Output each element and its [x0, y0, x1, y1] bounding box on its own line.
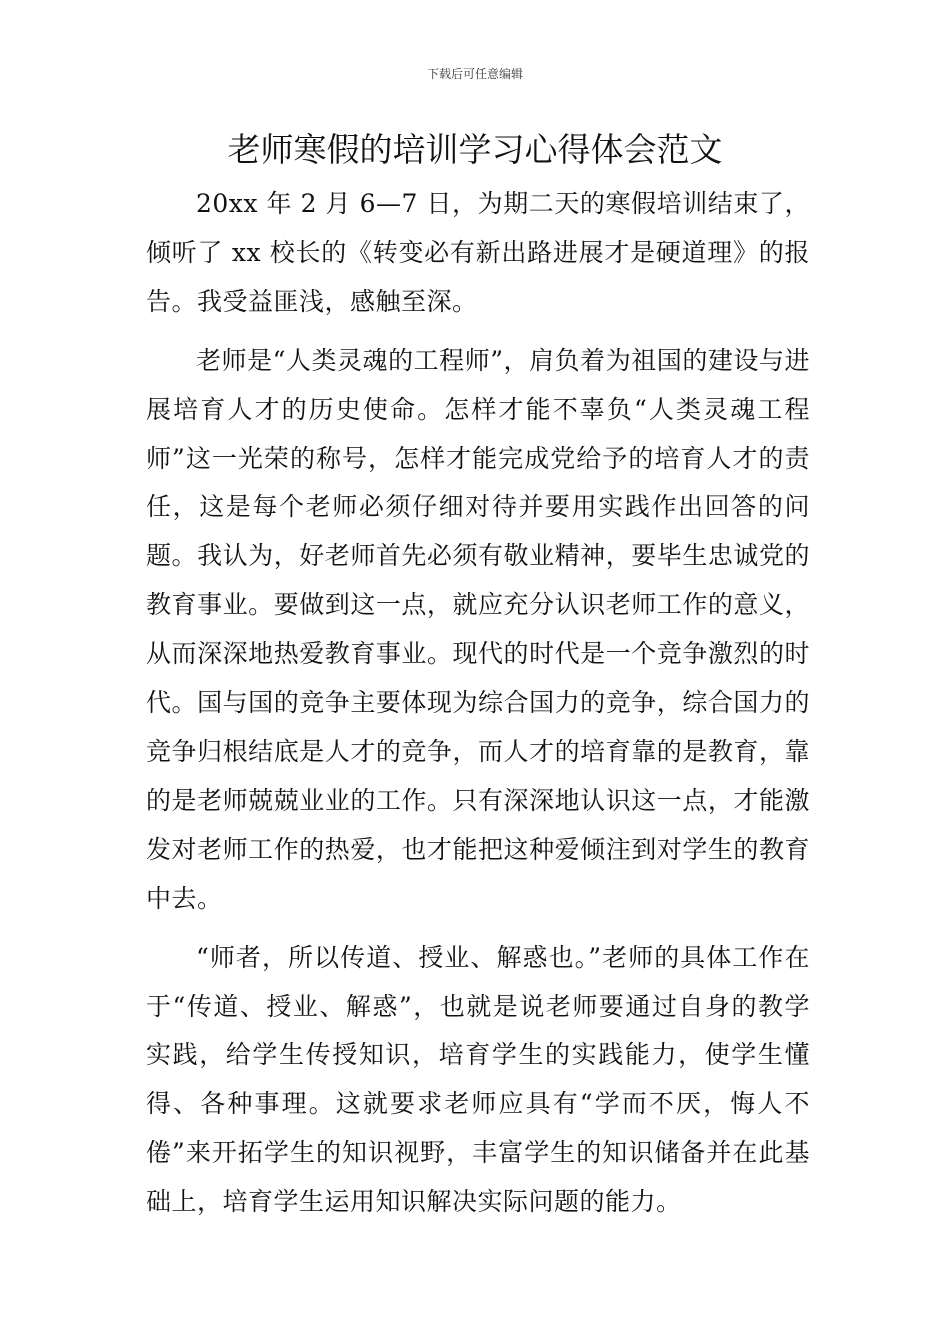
document-body: [146, 180, 810, 1237]
document-title: 老师寒假的培训学习心得体会范文: [227, 130, 723, 169]
paragraph-2: 老师是“人类灵魂的工程师”，肩负着为祖国的建设与进展培育人才的历史使命。怎样才能不辜负“人类灵魂工程师”这一光荣的称号，怎样才能完成党给予的培育人才的责任，这是每个老师必须仔细对待并要用实践作出回答的问题。我认为，好老师首先必须有敬业精神，要毕生忠诚党的教育事业。要做到这一点，就应充分认识老师工作的意义，从而深深地热爱教育事业。现代的时代是一个竞争激烈的时代。国与国的竞争主要体现为综合国力的竞争，综合国力的竞争归根结底是人才的竞争，而人才的培育靠的是教育，靠的是老师兢兢业业的工作。只有深深地认识这一点，才能激发对老师工作的热爱，也才能把这种爱倾注到对学生的教育中去。: [146, 345, 810, 913]
paragraph-3: “师者，所以传道、授业、解惑也。”老师的具体工作在于“传道、授业、解惑”，也就是说老师要通过自身的教学实践，给学生传授知识，培育学生的实践能力，使学生懂得、各种事理。这就要求老师应具有“学而不厌，悔人不倦”来开拓学生的知识视野，丰富学生的知识储备并在此基础上，培育学生运用知识解决实际问题的能力。: [146, 942, 810, 1217]
paragraph-1: 20xx 年 2 月 6—7 日，为期二天的寒假培训结束了，倾听了 xx 校长的《转变必有新出路进展才是硬道理》的报告。我受益匪浅，感触至深。: [146, 189, 810, 316]
header-note: 下载后可任意编辑: [426, 67, 523, 81]
